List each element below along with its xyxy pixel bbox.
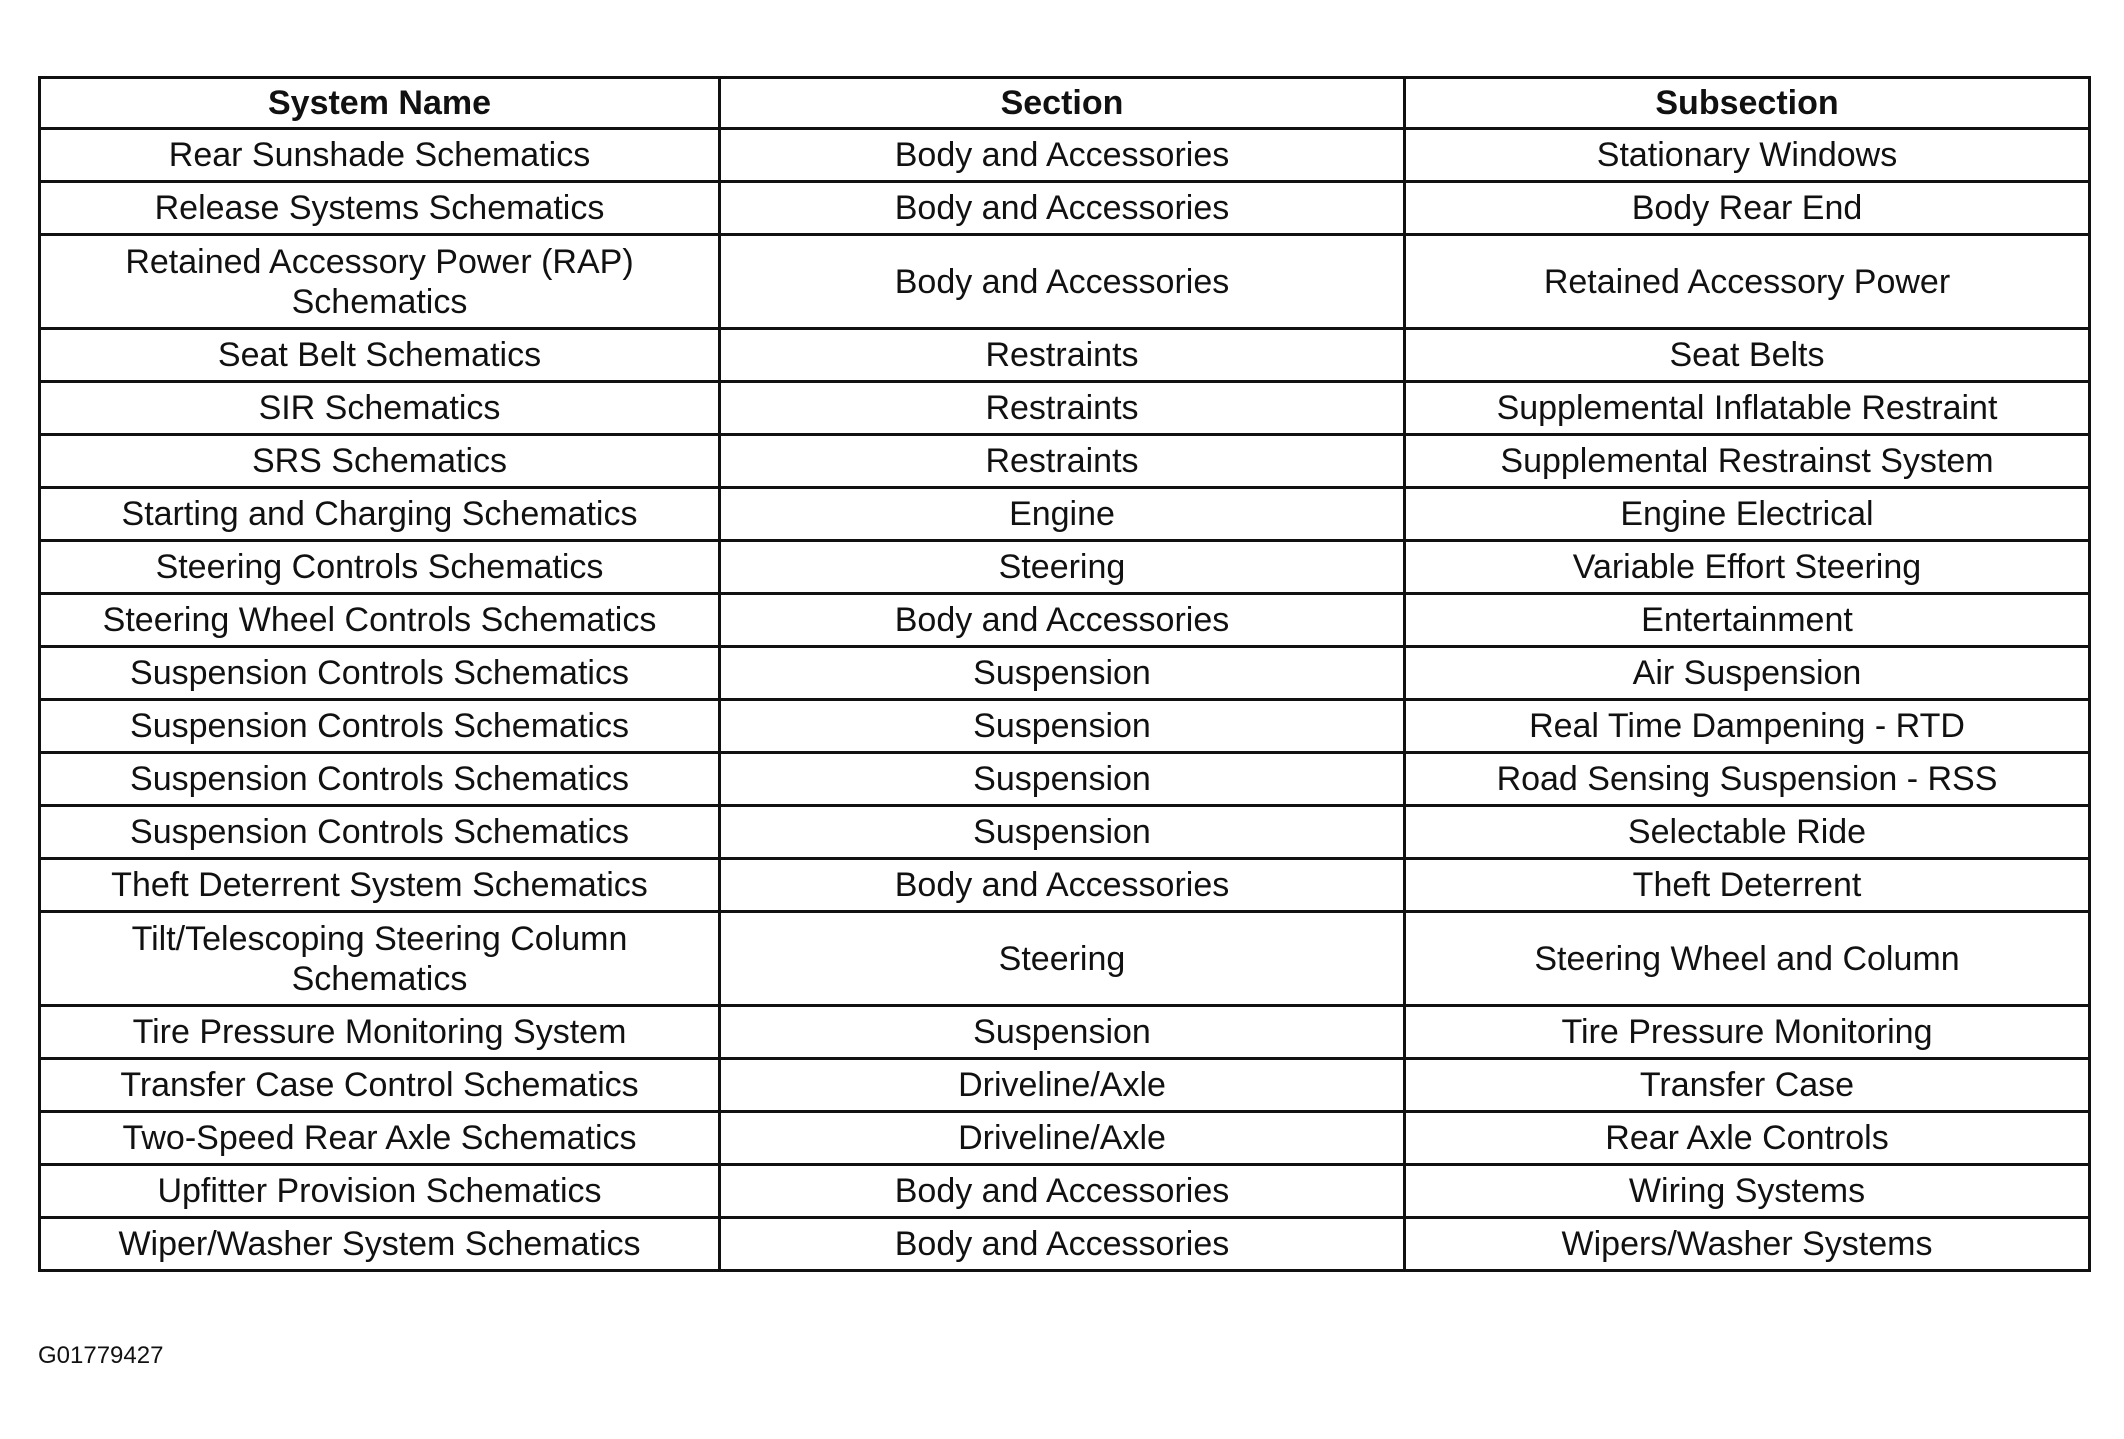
section-cell: Body and Accessories	[720, 1165, 1405, 1218]
table-row	[40, 235, 2090, 329]
subsection-cell: Variable Effort Steering	[1405, 541, 2090, 594]
table-row	[40, 753, 2090, 806]
table-row	[40, 1218, 2090, 1271]
subsection-cell: Wiring Systems	[1405, 1165, 2090, 1218]
table-header-row	[40, 78, 2090, 129]
system-name-cell: Upfitter Provision Schematics	[40, 1165, 720, 1218]
subsection-cell: Real Time Dampening - RTD	[1405, 700, 2090, 753]
system-name-cell: Suspension Controls Schematics	[40, 753, 720, 806]
system-name-cell: Seat Belt Schematics	[40, 329, 720, 382]
system-name-cell: Suspension Controls Schematics	[40, 806, 720, 859]
system-name-cell: SIR Schematics	[40, 382, 720, 435]
system-name-cell: Rear Sunshade Schematics	[40, 129, 720, 182]
table-row	[40, 912, 2090, 1006]
subsection-cell: Supplemental Restrainst System	[1405, 435, 2090, 488]
section-cell: Suspension	[720, 700, 1405, 753]
subsection-cell: Rear Axle Controls	[1405, 1112, 2090, 1165]
header-section: Section	[720, 78, 1405, 129]
subsection-cell: Transfer Case	[1405, 1059, 2090, 1112]
subsection-cell: Body Rear End	[1405, 182, 2090, 235]
section-cell: Restraints	[720, 329, 1405, 382]
section-cell: Body and Accessories	[720, 859, 1405, 912]
subsection-cell: Road Sensing Suspension - RSS	[1405, 753, 2090, 806]
system-name-cell: Tilt/Telescoping Steering Column Schematics	[40, 912, 720, 1006]
section-cell: Suspension	[720, 806, 1405, 859]
table-row	[40, 435, 2090, 488]
subsection-cell: Selectable Ride	[1405, 806, 2090, 859]
section-cell: Restraints	[720, 435, 1405, 488]
section-cell: Body and Accessories	[720, 129, 1405, 182]
subsection-cell: Retained Accessory Power	[1405, 235, 2090, 329]
section-cell: Restraints	[720, 382, 1405, 435]
header-system-name: System Name	[40, 78, 720, 129]
system-name-cell: Starting and Charging Schematics	[40, 488, 720, 541]
system-name-cell: Release Systems Schematics	[40, 182, 720, 235]
table-row	[40, 329, 2090, 382]
table-row	[40, 541, 2090, 594]
table-row	[40, 594, 2090, 647]
system-name-cell: Wiper/Washer System Schematics	[40, 1218, 720, 1271]
section-cell: Steering	[720, 912, 1405, 1006]
system-name-cell: Retained Accessory Power (RAP) Schematics	[40, 235, 720, 329]
system-name-cell: Theft Deterrent System Schematics	[40, 859, 720, 912]
section-cell: Body and Accessories	[720, 594, 1405, 647]
section-cell: Suspension	[720, 647, 1405, 700]
section-cell: Steering	[720, 541, 1405, 594]
section-cell: Suspension	[720, 1006, 1405, 1059]
figure-id: G01779427	[38, 1342, 164, 1369]
section-cell: Suspension	[720, 753, 1405, 806]
subsection-cell: Engine Electrical	[1405, 488, 2090, 541]
subsection-cell: Wipers/Washer Systems	[1405, 1218, 2090, 1271]
subsection-cell: Supplemental Inflatable Restraint	[1405, 382, 2090, 435]
schematics-table	[38, 76, 2091, 1272]
section-cell: Engine	[720, 488, 1405, 541]
system-name-cell: Two-Speed Rear Axle Schematics	[40, 1112, 720, 1165]
system-name-cell: Transfer Case Control Schematics	[40, 1059, 720, 1112]
subsection-cell: Tire Pressure Monitoring	[1405, 1006, 2090, 1059]
table-row	[40, 859, 2090, 912]
table-row	[40, 700, 2090, 753]
section-cell: Body and Accessories	[720, 182, 1405, 235]
subsection-cell: Air Suspension	[1405, 647, 2090, 700]
subsection-cell: Entertainment	[1405, 594, 2090, 647]
system-name-cell: Steering Controls Schematics	[40, 541, 720, 594]
subsection-cell: Seat Belts	[1405, 329, 2090, 382]
table-row	[40, 1112, 2090, 1165]
system-name-cell: Suspension Controls Schematics	[40, 647, 720, 700]
system-name-cell: Steering Wheel Controls Schematics	[40, 594, 720, 647]
section-cell: Body and Accessories	[720, 1218, 1405, 1271]
table-row	[40, 1006, 2090, 1059]
table-row	[40, 129, 2090, 182]
section-cell: Driveline/Axle	[720, 1059, 1405, 1112]
table-row	[40, 806, 2090, 859]
subsection-cell: Stationary Windows	[1405, 129, 2090, 182]
subsection-cell: Theft Deterrent	[1405, 859, 2090, 912]
system-name-cell: Tire Pressure Monitoring System	[40, 1006, 720, 1059]
subsection-cell: Steering Wheel and Column	[1405, 912, 2090, 1006]
table-row	[40, 1165, 2090, 1218]
table-row	[40, 647, 2090, 700]
system-name-cell: SRS Schematics	[40, 435, 720, 488]
table-row	[40, 182, 2090, 235]
table-row	[40, 1059, 2090, 1112]
table-row	[40, 382, 2090, 435]
header-subsection: Subsection	[1405, 78, 2090, 129]
table-row	[40, 488, 2090, 541]
system-name-cell: Suspension Controls Schematics	[40, 700, 720, 753]
section-cell: Body and Accessories	[720, 235, 1405, 329]
section-cell: Driveline/Axle	[720, 1112, 1405, 1165]
